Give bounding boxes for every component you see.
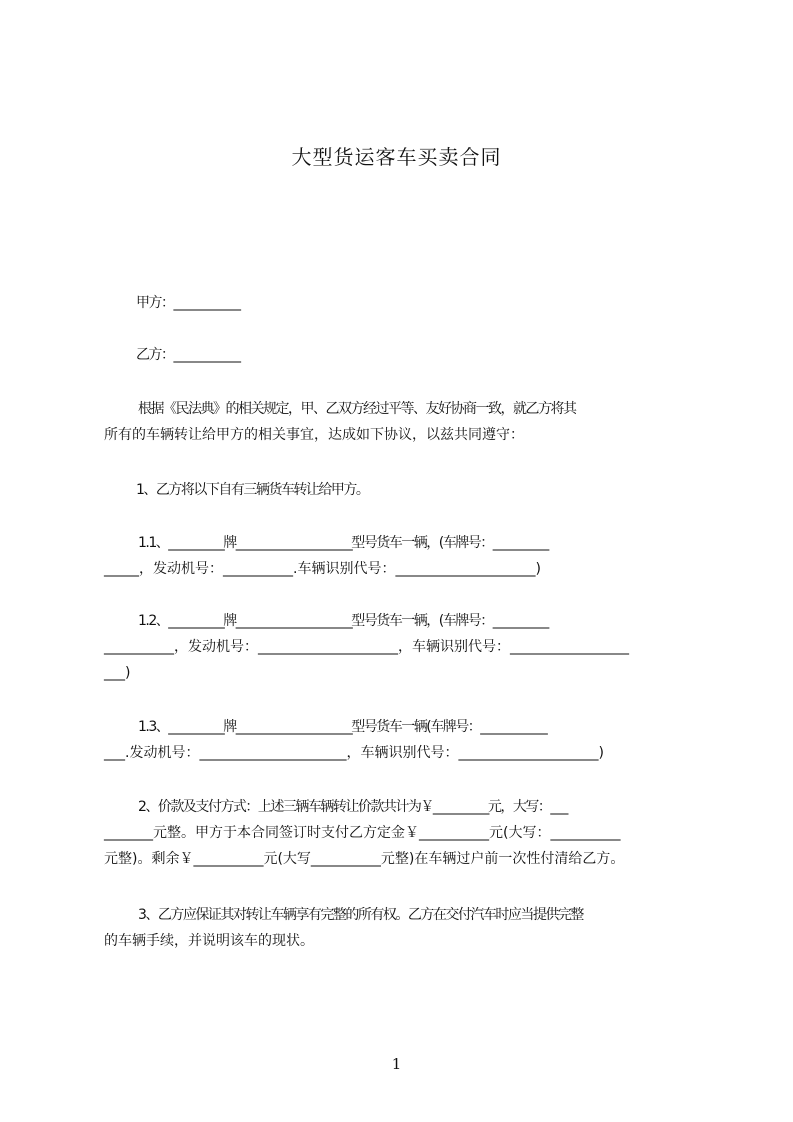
clause-3-line-2: 的车辆手续，并说明该车的现状。 [104, 933, 314, 949]
party-a-line: 甲方：____________ [136, 295, 240, 311]
page-number: 1 [391, 1055, 402, 1073]
clause-2-line-3: 元整)。剩余￥__________元(大写__________元整)在车辆过户前一次性付清给乙方。 [104, 851, 625, 867]
clause-1-3-line-2: ___.发动机号：_____________________，车辆识别代号：____________________) [104, 745, 604, 761]
intro-line-1: 根据《民法典》的相关规定，甲、乙双方经过平等、友好协商一致，就乙方将其 [138, 401, 576, 417]
clause-1-1-line-1: 1.1、__________牌_____________________型号货车一辆，(车牌号：__________ [138, 535, 548, 551]
intro-line-2: 所有的车辆转让给甲方的相关事宜，达成如下协议，以兹共同遵守： [104, 427, 524, 443]
party-b-line: 乙方：____________ [136, 347, 240, 363]
clause-2-line-2: _______元整。甲方于本合同签订时支付乙方定金￥__________元(大写：__________ [104, 825, 621, 841]
clause-3-line-1: 3、乙方应保证其对转让车辆享有完整的所有权。乙方在交付汽车时应当提供完整 [138, 907, 583, 923]
clause-1-2-line-2: __________，发动机号：____________________，车辆识别代号：_________________ [104, 639, 629, 655]
clause-1-2-line-1: 1.2、__________牌_____________________型号货车一辆，(车牌号：__________ [138, 613, 548, 629]
clause-2-line-1: 2、价款及支付方式：上述三辆车辆转让价款共计为￥__________元，大写：___ [138, 799, 567, 815]
page-title: 大型货运客车买卖合同 [291, 145, 502, 169]
clause-1-1-line-2: _____，发动机号：__________.车辆识别代号：____________________) [104, 561, 541, 577]
clause-1-3-line-1: 1.3、__________牌_____________________型号货车一辆(车牌号：____________ [138, 719, 547, 735]
clause-1-2-line-3: ___) [104, 665, 131, 681]
clause-1: 1、乙方将以下自有三辆货车转让给甲方。 [136, 482, 369, 498]
